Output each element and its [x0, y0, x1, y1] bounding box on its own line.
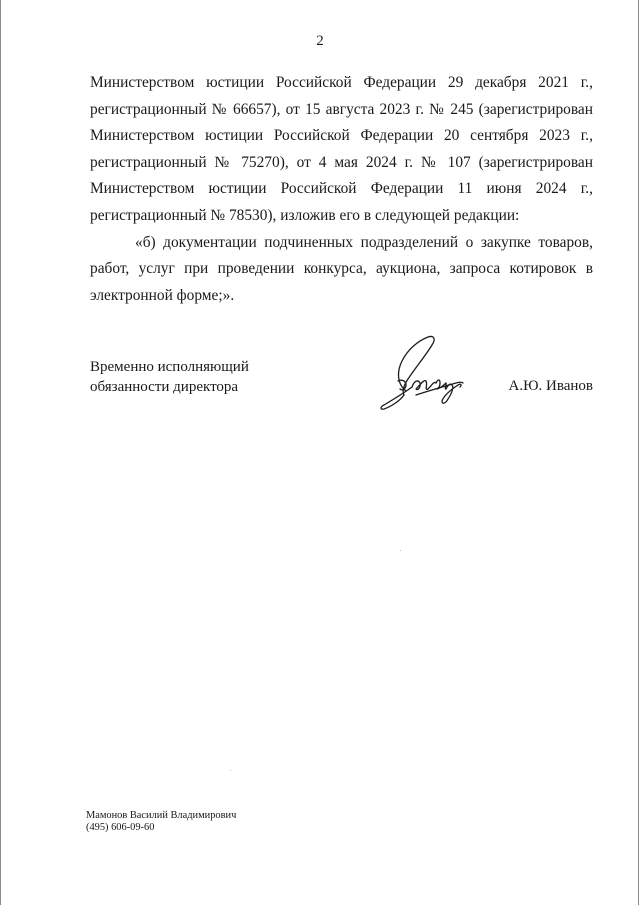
contact-name: Мамонов Василий Владимирович — [86, 810, 237, 821]
scan-right-edge — [638, 0, 639, 905]
signer-position — [90, 357, 249, 397]
contact-phone: (495) 606-09-60 — [86, 822, 155, 833]
page-number: 2 — [316, 33, 324, 49]
signer-name: А.Ю. Иванов — [508, 378, 593, 394]
body-paragraph-quote: «б) документации подчиненных подразделений о закупке товаров, работ, услуг при проведении конкурса, аукциона, запроса котировок в электронной форме;». — [90, 233, 593, 304]
scan-artifact — [400, 550, 401, 551]
signature-block — [90, 357, 593, 417]
handwritten-signature — [376, 333, 468, 415]
scan-artifact — [230, 770, 231, 771]
signer-position-line: Временно исполняющий — [90, 359, 249, 375]
signer-position-line: обязанности директора — [90, 379, 239, 395]
body-paragraph: Министерством юстиции Российской Федерации 29 декабря 2021 г., регистрационный № 66657), от 15 августа 2023 г. № 245 (зарегистрирован Министерством юстиции Российской Федерации 20 сентября 2023 г., регистрационный № 75270), от 4 мая 2024 г. № 107 (зарегистрирован Министерством юстиции Российской Федерации 11 июня 2024 г., регистрационный № 78530), изложив его в следующей редакции: — [90, 74, 593, 224]
contact-footer — [86, 810, 236, 834]
document-body — [90, 70, 593, 309]
scan-left-edge — [0, 0, 1, 905]
